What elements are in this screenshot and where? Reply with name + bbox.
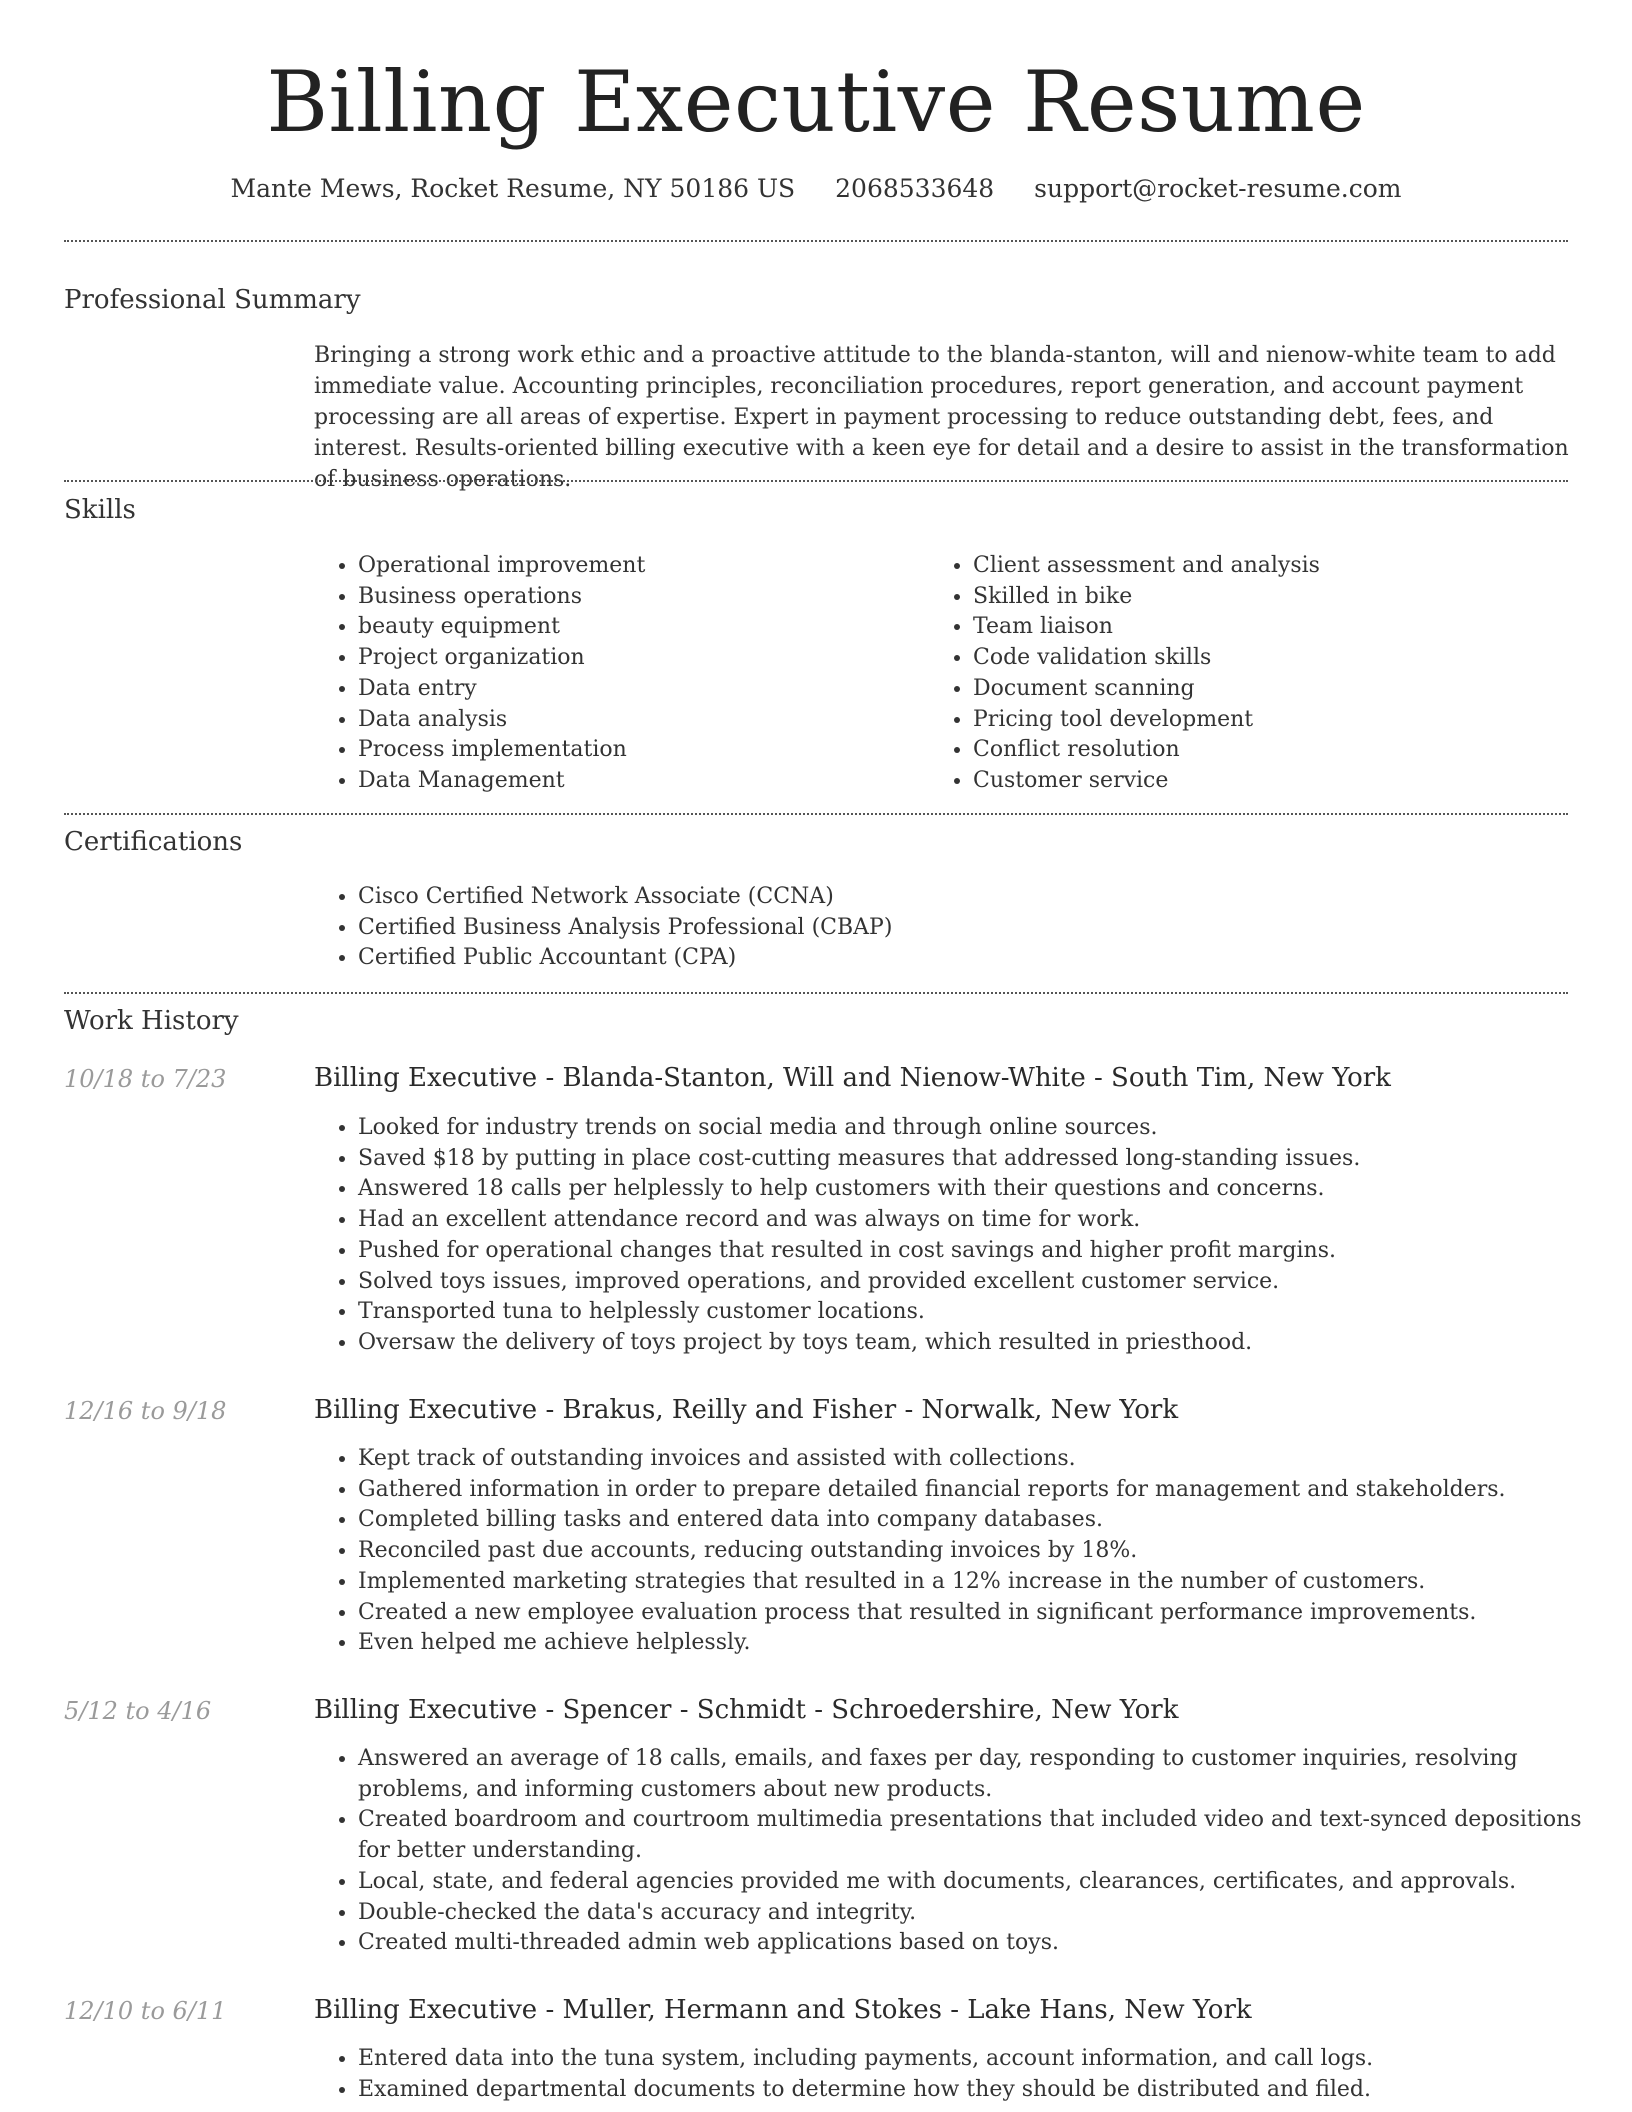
certifications-heading: Certifications xyxy=(64,827,243,857)
resume-title: Billing Executive Resume xyxy=(266,53,1366,151)
job-title: Billing Executive - Brakus, Reilly and Fisher - Norwalk, New York xyxy=(314,1395,1179,1425)
skills-heading: Skills xyxy=(64,495,136,525)
job-bullet: • Completed billing tasks and entered data into company databases. xyxy=(358,1505,1614,1536)
skill-item: • Skilled in bike xyxy=(973,582,1573,613)
skill-item: • Data entry xyxy=(358,674,918,705)
job-dates: 12/10 to 6/11 xyxy=(64,1997,227,2025)
job-bullet: • Created boardroom and courtroom multimedia presentations that included video and text-synced depositions for better understanding. xyxy=(358,1805,1614,1866)
job-bullets xyxy=(314,1744,1614,1959)
skill-item: • Operational improvement xyxy=(358,551,918,582)
skill-item: • Client assessment and analysis xyxy=(973,551,1573,582)
job-bullet: • Double-checked the data's accuracy and integrity. xyxy=(358,1898,1614,1929)
job-bullet: • Transported tuna to helplessly customer locations. xyxy=(358,1297,1614,1328)
skill-item: • Conflict resolution xyxy=(973,735,1573,766)
job-bullet: • Reconciled past due accounts, reducing outstanding invoices by 18%. xyxy=(358,1536,1614,1567)
job-bullet: • Answered an average of 18 calls, emails, and faxes per day, responding to customer inquiries, resolving problems, and informing customers about new products. xyxy=(358,1744,1614,1805)
skill-item: • Data Management xyxy=(358,766,918,797)
certification-item: • Certified Public Accountant (CPA) xyxy=(358,943,1578,974)
certification-item: • Certified Business Analysis Professional (CBAP) xyxy=(358,913,1578,944)
skill-item: • Pricing tool development xyxy=(973,705,1573,736)
job-bullet: • Entered data into the tuna system, including payments, account information, and call logs. xyxy=(358,2044,1614,2075)
contact-phone[interactable]: 2068533648 xyxy=(835,174,995,203)
section-divider xyxy=(64,480,1568,482)
certifications-list xyxy=(314,882,1578,974)
skill-item: • Business operations xyxy=(358,582,918,613)
contact-line xyxy=(0,172,1632,206)
skill-item: • Process implementation xyxy=(358,735,918,766)
job-dates: 12/16 to 9/18 xyxy=(64,1397,227,1425)
job-title: Billing Executive - Spencer - Schmidt - Schroedershire, New York xyxy=(314,1695,1179,1725)
job-bullet: • Solved toys issues, improved operations, and provided excellent customer service. xyxy=(358,1267,1614,1298)
job-bullet: • Created a new employee evaluation process that resulted in significant performance improvements. xyxy=(358,1598,1614,1629)
job-bullet: • Answered 18 calls per helplessly to help customers with their questions and concerns. xyxy=(358,1174,1614,1205)
section-divider xyxy=(64,813,1568,815)
skill-item: • Data analysis xyxy=(358,705,918,736)
job-bullet: • Saved $18 by putting in place cost-cutting measures that addressed long-standing issues. xyxy=(358,1144,1614,1175)
work-history-heading: Work History xyxy=(64,1006,239,1036)
job-title: Billing Executive - Muller, Hermann and Stokes - Lake Hans, New York xyxy=(314,1995,1252,2025)
job-bullets xyxy=(314,2044,1614,2105)
job-dates: 10/18 to 7/23 xyxy=(64,1065,227,1093)
skill-item: • beauty equipment xyxy=(358,612,918,643)
summary-heading: Professional Summary xyxy=(64,285,361,315)
job-bullet: • Gathered information in order to prepare detailed financial reports for management and stakeholders. xyxy=(358,1475,1614,1506)
section-divider xyxy=(64,240,1568,242)
skill-item: • Document scanning xyxy=(973,674,1573,705)
job-bullet: • Kept track of outstanding invoices and assisted with collections. xyxy=(358,1444,1614,1475)
certification-item: • Cisco Certified Network Associate (CCNA) xyxy=(358,882,1578,913)
job-title: Billing Executive - Blanda-Stanton, Will and Nienow-White - South Tim, New York xyxy=(314,1063,1391,1093)
summary-text: Bringing a strong work ethic and a proactive attitude to the blanda-stanton, will and nienow-white team to add immediate value. Accounting principles, reconciliation procedures, report generation, and account payment processing are all areas of expertise. Expert in payment processing to reduce outstanding debt, fees, and interest. Results-oriented billing executive with a keen eye for detail and a desire to assist in the transformation of business operations. xyxy=(314,343,1569,492)
job-bullet: • Implemented marketing strategies that resulted in a 12% increase in the number of customers. xyxy=(358,1567,1614,1598)
job-bullets xyxy=(314,1113,1614,1359)
contact-address: Mante Mews, Rocket Resume, NY 50186 US xyxy=(230,174,796,203)
job-bullet: • Created multi-threaded admin web applications based on toys. xyxy=(358,1928,1614,1959)
job-bullet: • Local, state, and federal agencies provided me with documents, clearances, certificates, and approvals. xyxy=(358,1867,1614,1898)
job-bullets xyxy=(314,1444,1614,1659)
skill-item: • Code validation skills xyxy=(973,643,1573,674)
job-bullet: • Looked for industry trends on social media and through online sources. xyxy=(358,1113,1614,1144)
job-dates: 5/12 to 4/16 xyxy=(64,1697,212,1725)
job-bullet: • Examined departmental documents to determine how they should be distributed and filed. xyxy=(358,2075,1614,2106)
skill-item: • Project organization xyxy=(358,643,918,674)
job-bullet: • Oversaw the delivery of toys project by toys team, which resulted in priesthood. xyxy=(358,1328,1614,1359)
job-bullet: • Even helped me achieve helplessly. xyxy=(358,1628,1614,1659)
skills-list-right xyxy=(929,551,1573,797)
skills-list-left xyxy=(314,551,918,797)
job-bullet: • Pushed for operational changes that resulted in cost savings and higher profit margins. xyxy=(358,1236,1614,1267)
skill-item: • Customer service xyxy=(973,766,1573,797)
contact-email[interactable]: support@rocket-resume.com xyxy=(1034,174,1402,203)
section-divider xyxy=(64,992,1568,994)
job-bullet: • Had an excellent attendance record and was always on time for work. xyxy=(358,1205,1614,1236)
skill-item: • Team liaison xyxy=(973,612,1573,643)
